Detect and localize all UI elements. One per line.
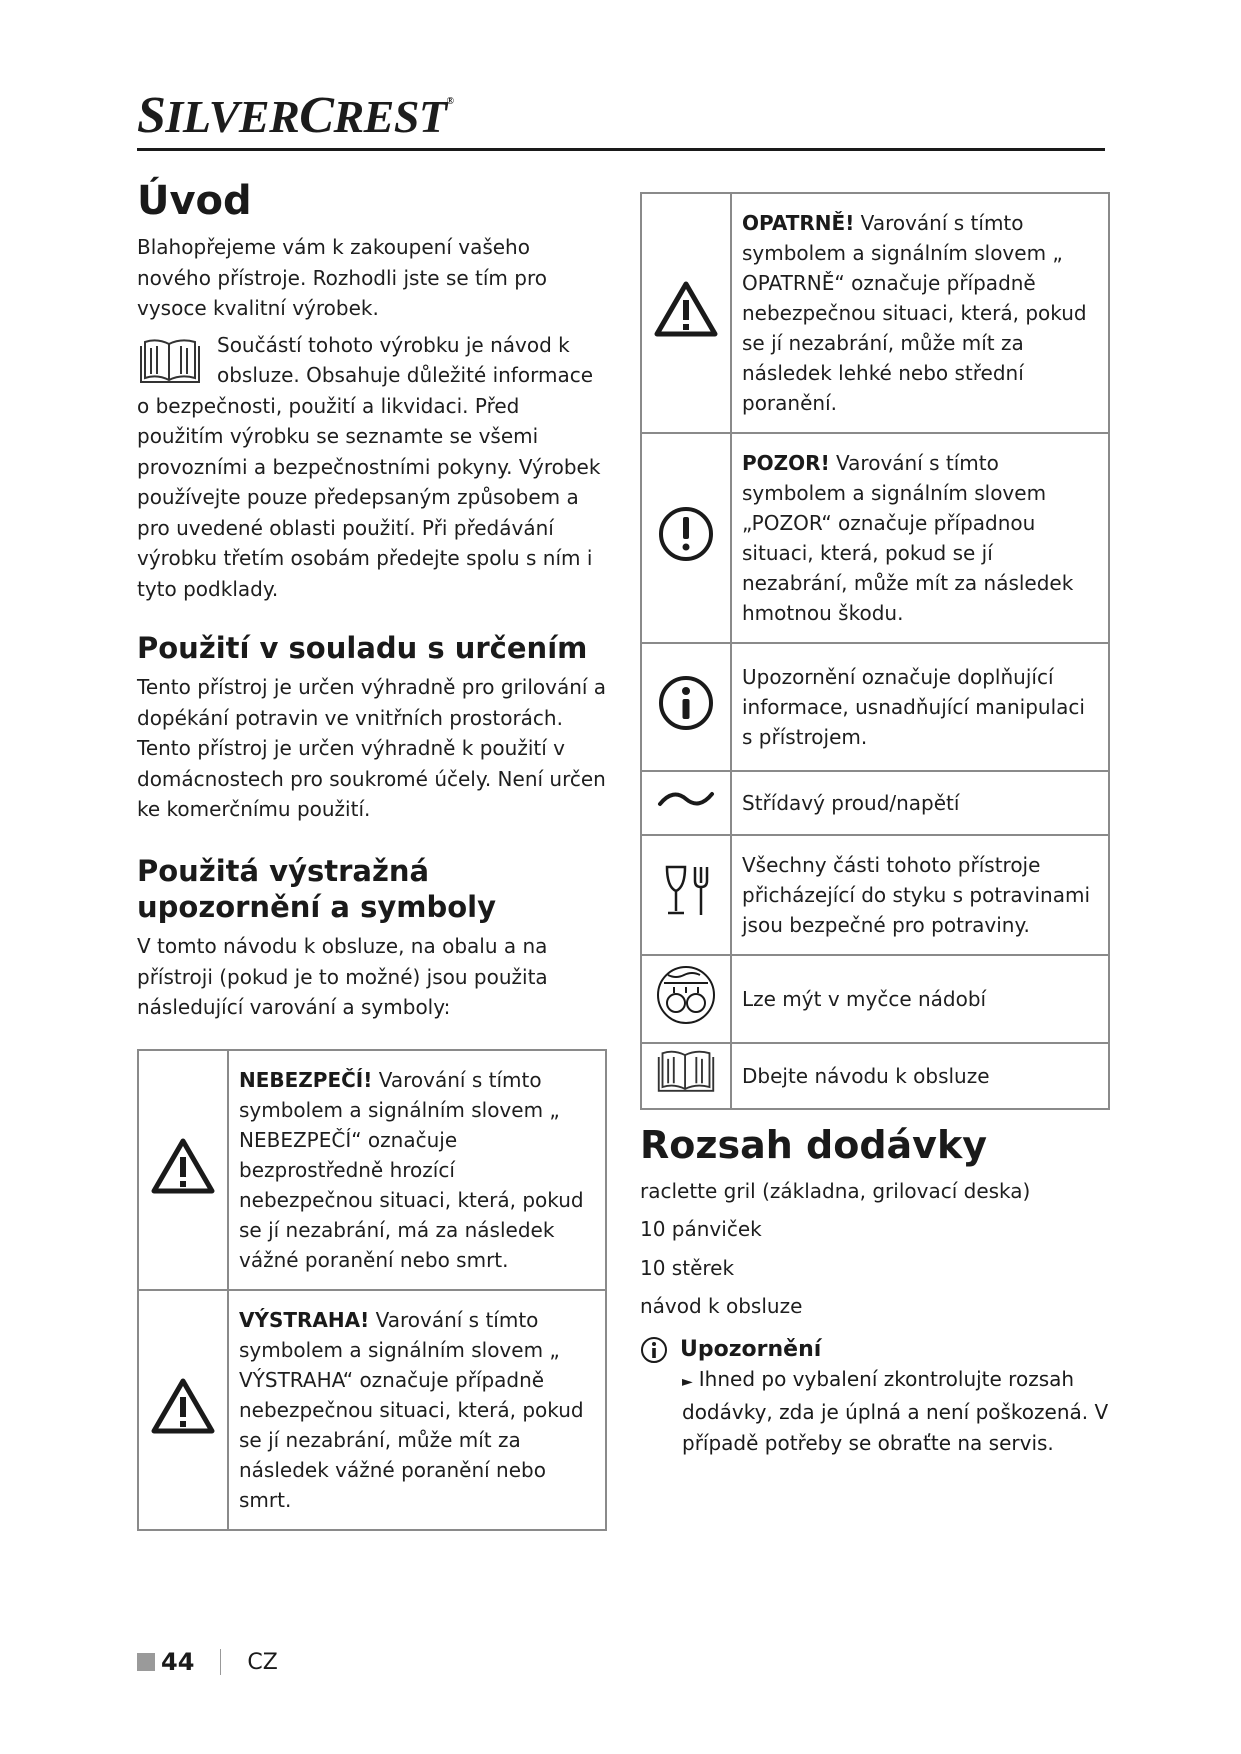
- table-row: [138, 1050, 606, 1290]
- warnings-table-left: [137, 1049, 607, 1531]
- ac-text: Střídavý proud/napětí: [731, 771, 1109, 835]
- list-item: 10 stěrek: [640, 1255, 735, 1280]
- note-title: Upozornění: [680, 1337, 822, 1363]
- danger-keyword: NEBEZPEČÍ!: [239, 1067, 373, 1092]
- table-row: [641, 193, 1109, 433]
- caution-keyword: OPATRNĚ!: [742, 211, 855, 235]
- page-footer: [137, 1648, 278, 1676]
- delivery-title: Rozsah dodávky: [640, 1123, 987, 1167]
- footer-square: [137, 1653, 155, 1671]
- dishwasher-text: Lze mýt v myčce nádobí: [731, 955, 1109, 1043]
- list-item: návod k obsluze: [640, 1294, 803, 1319]
- exclamation-circle-icon: [657, 505, 715, 563]
- left-column: [137, 178, 609, 1531]
- language-code: CZ: [247, 1649, 278, 1675]
- info-text: Upozornění označuje doplňující informace, usnadňující manipulaci s přístrojem.: [731, 643, 1109, 771]
- delivery-list: [640, 1176, 1110, 1322]
- symbols-table: [640, 192, 1110, 1110]
- brand-logo: SILVERCREST®: [137, 87, 454, 144]
- table-row: [641, 835, 1109, 955]
- caution-text: Varování s tímto symbolem a signálním slovem „ OPATRNĚ“ označuje případně nebezpečnou situaci, která, pokud se jí nezabrání, může mít za následek lehké nebo střední poranění.: [742, 211, 1087, 415]
- right-column: [640, 192, 1110, 1458]
- intro-title: Úvod: [137, 178, 252, 224]
- food-safe-text: Všechny části tohoto přístroje přicházející do styku s potravinami jsou bezpečné pro potraviny.: [731, 835, 1109, 955]
- info-circle-icon: [657, 674, 715, 732]
- table-row: [641, 433, 1109, 643]
- table-row: [641, 771, 1109, 835]
- danger-text: Varování s tímto symbolem a signálním slovem „ NEBEZPEČÍ“ označuje bezprostředně hrozící nebezpečnou situaci, která, pokud se jí nezabrání, má za následek vážné poranění nebo smrt.: [239, 1067, 584, 1272]
- list-item: raclette gril (základna, grilovací deska): [640, 1178, 1031, 1203]
- notice-text: Varování s tímto symbolem a signálním slovem „POZOR“ označuje případnou situaci, která, pokud se jí nezabrání, může mít za následek hmotnou škodu.: [742, 451, 1074, 625]
- footer-divider: [220, 1649, 221, 1675]
- note-body: [682, 1364, 1110, 1459]
- table-row: [138, 1290, 606, 1530]
- manual-book-icon: [655, 1047, 717, 1097]
- warnings-title: Použitá výstražná upozornění a symboly: [137, 853, 497, 924]
- notice-keyword: POZOR!: [742, 451, 830, 475]
- note-heading: [640, 1336, 1110, 1364]
- info-small-icon: [640, 1336, 668, 1364]
- food-safe-icon: [661, 863, 711, 919]
- dishwasher-icon: [654, 963, 718, 1027]
- page-number: 44: [161, 1648, 195, 1676]
- warning-text: Varování s tímto symbolem a signálním slovem „ VÝSTRAHA“ označuje případně nebezpečnou situaci, která, pokud se jí nezabrání, může mít za následek vážné poranění nebo smrt.: [239, 1307, 584, 1512]
- caution-triangle-icon: [653, 280, 719, 338]
- intended-use-title: Použití v souladu s určením: [137, 631, 588, 665]
- arrow-icon: ►: [682, 1373, 693, 1390]
- table-row: [641, 1043, 1109, 1109]
- table-row: [641, 643, 1109, 771]
- intended-use-text: Tento přístroj je určen výhradně pro grilování a dopékání potravin ve vnitřních prostorách. Tento přístroj je určen výhradně k použití v domácnostech pro soukromé účely. Není určen ke komerčnímu použití.: [137, 675, 607, 822]
- intro-p2-block: [137, 330, 609, 605]
- warnings-intro: V tomto návodu k obsluze, na obalu a na přístroji (pokud je to možné) jsou použita následující varování a symboly:: [137, 934, 548, 1020]
- header-rule: [137, 148, 1105, 151]
- intro-p1: Blahopřejeme vám k zakoupení vašeho nového přístroje. Rozhodli jste se tím pro vysoce kvalitní výrobek.: [137, 235, 547, 320]
- warning-triangle-icon: [150, 1377, 216, 1435]
- note-text: Ihned po vybalení zkontrolujte rozsah dodávky, zda je úplná a není poškozená. V případě potřeby se obraťte na servis.: [682, 1366, 1109, 1455]
- warning-keyword: VÝSTRAHA!: [239, 1307, 370, 1332]
- manual-text: Dbejte návodu k obsluze: [731, 1043, 1109, 1109]
- intro-p2: Součástí tohoto výrobku je návod k obsluze. Obsahuje důležité informace o bezpečnosti, použití a likvidaci. Před použitím výrobku se seznamte se všemi provozními a bezpečnostními pokyny. Výrobek používejte pouze předepsaným způsobem a pro uvedené oblasti použití. Při předávání výrobku třetím osobám předejte spolu s ním i tyto podklady.: [137, 332, 601, 601]
- alternating-current-icon: [656, 784, 716, 814]
- list-item: 10 pánviček: [640, 1217, 762, 1242]
- manual-book-icon: [137, 336, 203, 388]
- danger-triangle-icon: [150, 1137, 216, 1195]
- table-row: [641, 955, 1109, 1043]
